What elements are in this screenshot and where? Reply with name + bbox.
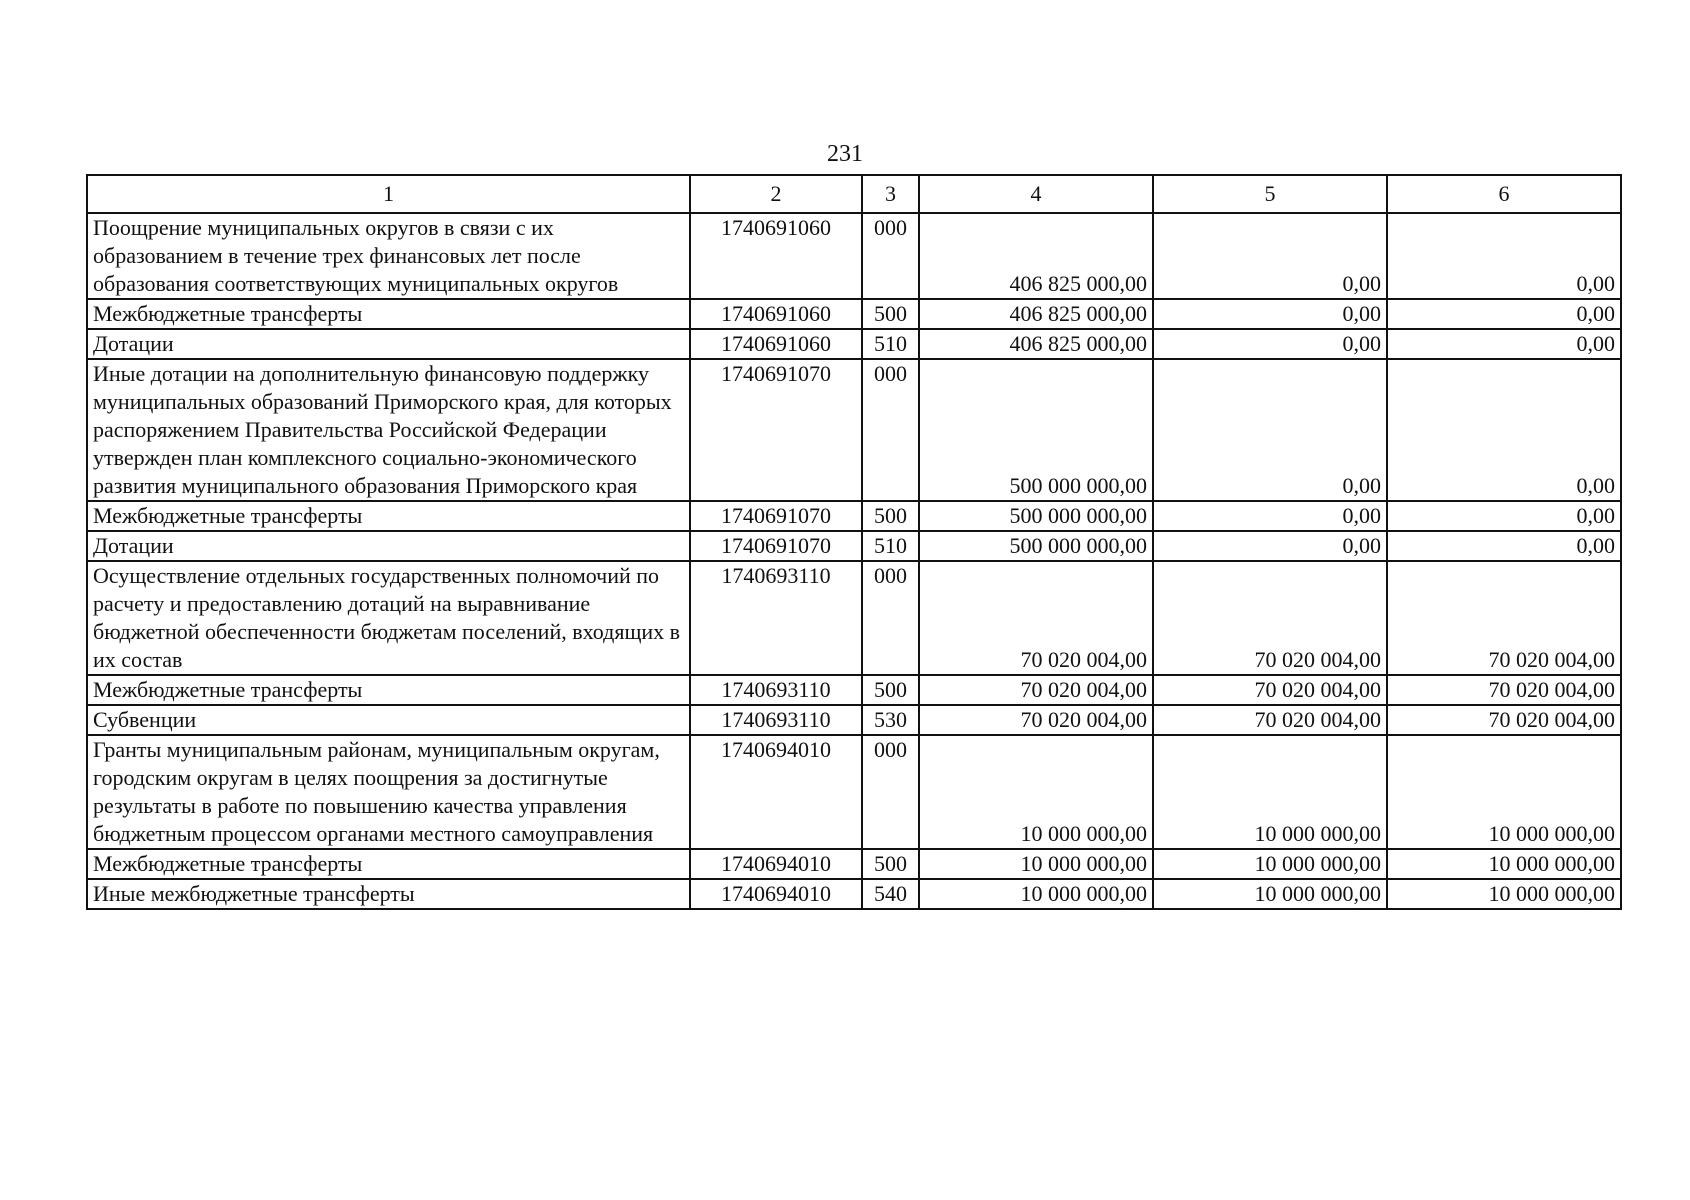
row-amount-4: 406 825 000,00 bbox=[919, 213, 1153, 299]
row-name: Дотации bbox=[87, 329, 690, 359]
row-amount-6: 0,00 bbox=[1387, 501, 1621, 531]
table-row bbox=[87, 299, 1621, 329]
table-row bbox=[87, 879, 1621, 909]
row-amount-4: 70 020 004,00 bbox=[919, 561, 1153, 675]
table-row bbox=[87, 359, 1621, 501]
row-amount-4: 500 000 000,00 bbox=[919, 359, 1153, 501]
row-amount-5: 70 020 004,00 bbox=[1153, 705, 1387, 735]
row-amount-6: 0,00 bbox=[1387, 329, 1621, 359]
row-target-code: 1740693110 bbox=[690, 561, 862, 675]
row-expense-type: 500 bbox=[862, 501, 919, 531]
row-amount-6: 10 000 000,00 bbox=[1387, 879, 1621, 909]
row-amount-4: 10 000 000,00 bbox=[919, 879, 1153, 909]
table-row bbox=[87, 501, 1621, 531]
row-target-code: 1740691060 bbox=[690, 329, 862, 359]
row-expense-type: 530 bbox=[862, 705, 919, 735]
table-row bbox=[87, 329, 1621, 359]
row-target-code: 1740691060 bbox=[690, 213, 862, 299]
table-row bbox=[87, 849, 1621, 879]
row-amount-4: 10 000 000,00 bbox=[919, 849, 1153, 879]
row-name: Осуществление отдельных государственных полномочий по расчету и предоставлению дотаций на выравнивание бюджетной обеспеченности бюджетам поселений, входящих в их состав bbox=[87, 561, 690, 675]
row-name: Поощрение муниципальных округов в связи с их образованием в течение трех финансовых лет после образования соответствующих муниципальных округов bbox=[87, 213, 690, 299]
table-row bbox=[87, 531, 1621, 561]
row-amount-5: 10 000 000,00 bbox=[1153, 735, 1387, 849]
row-amount-5: 0,00 bbox=[1153, 299, 1387, 329]
row-amount-6: 10 000 000,00 bbox=[1387, 735, 1621, 849]
row-name: Гранты муниципальным районам, муниципальным округам, городским округам в целях поощрения за достигнутые результаты в работе по повышению качества управления бюджетным процессом органами местного самоуправления bbox=[87, 735, 690, 849]
row-expense-type: 510 bbox=[862, 531, 919, 561]
column-header-2: 2 bbox=[690, 175, 862, 213]
row-amount-5: 0,00 bbox=[1153, 359, 1387, 501]
row-amount-4: 406 825 000,00 bbox=[919, 329, 1153, 359]
row-amount-5: 10 000 000,00 bbox=[1153, 849, 1387, 879]
row-expense-type: 000 bbox=[862, 213, 919, 299]
table-row bbox=[87, 735, 1621, 849]
table-header-row bbox=[87, 175, 1621, 213]
row-amount-4: 70 020 004,00 bbox=[919, 705, 1153, 735]
row-amount-5: 10 000 000,00 bbox=[1153, 879, 1387, 909]
row-expense-type: 500 bbox=[862, 299, 919, 329]
column-header-6: 6 bbox=[1387, 175, 1621, 213]
row-target-code: 1740691070 bbox=[690, 501, 862, 531]
budget-table bbox=[86, 174, 1622, 910]
row-name: Дотации bbox=[87, 531, 690, 561]
row-target-code: 1740694010 bbox=[690, 879, 862, 909]
table-row bbox=[87, 705, 1621, 735]
row-expense-type: 500 bbox=[862, 849, 919, 879]
row-amount-5: 0,00 bbox=[1153, 531, 1387, 561]
row-amount-4: 10 000 000,00 bbox=[919, 735, 1153, 849]
table-row bbox=[87, 561, 1621, 675]
row-name: Межбюджетные трансферты bbox=[87, 675, 690, 705]
row-target-code: 1740691070 bbox=[690, 359, 862, 501]
row-name: Межбюджетные трансферты bbox=[87, 299, 690, 329]
row-amount-5: 0,00 bbox=[1153, 329, 1387, 359]
row-amount-6: 10 000 000,00 bbox=[1387, 849, 1621, 879]
column-header-5: 5 bbox=[1153, 175, 1387, 213]
row-expense-type: 510 bbox=[862, 329, 919, 359]
row-amount-6: 0,00 bbox=[1387, 299, 1621, 329]
table-row bbox=[87, 675, 1621, 705]
row-target-code: 1740693110 bbox=[690, 675, 862, 705]
row-amount-6: 0,00 bbox=[1387, 359, 1621, 501]
row-name: Субвенции bbox=[87, 705, 690, 735]
table-row bbox=[87, 213, 1621, 299]
row-amount-5: 0,00 bbox=[1153, 501, 1387, 531]
row-target-code: 1740691060 bbox=[690, 299, 862, 329]
row-amount-6: 0,00 bbox=[1387, 531, 1621, 561]
row-amount-6: 0,00 bbox=[1387, 213, 1621, 299]
row-expense-type: 540 bbox=[862, 879, 919, 909]
row-amount-4: 70 020 004,00 bbox=[919, 675, 1153, 705]
row-target-code: 1740694010 bbox=[690, 849, 862, 879]
row-amount-6: 70 020 004,00 bbox=[1387, 561, 1621, 675]
row-name: Иные межбюджетные трансферты bbox=[87, 879, 690, 909]
row-target-code: 1740694010 bbox=[690, 735, 862, 849]
column-header-3: 3 bbox=[862, 175, 919, 213]
row-expense-type: 000 bbox=[862, 735, 919, 849]
row-amount-5: 0,00 bbox=[1153, 213, 1387, 299]
row-target-code: 1740693110 bbox=[690, 705, 862, 735]
row-expense-type: 500 bbox=[862, 675, 919, 705]
row-amount-6: 70 020 004,00 bbox=[1387, 675, 1621, 705]
row-amount-4: 406 825 000,00 bbox=[919, 299, 1153, 329]
row-amount-4: 500 000 000,00 bbox=[919, 501, 1153, 531]
row-expense-type: 000 bbox=[862, 359, 919, 501]
row-amount-5: 70 020 004,00 bbox=[1153, 561, 1387, 675]
row-amount-6: 70 020 004,00 bbox=[1387, 705, 1621, 735]
row-name: Иные дотации на дополнительную финансовую поддержку муниципальных образований Приморского края, для которых распоряжением Правительства Российской Федерации утвержден план комплексного социально-экономического развития муниципального образования Приморского края bbox=[87, 359, 690, 501]
column-header-4: 4 bbox=[919, 175, 1153, 213]
column-header-1: 1 bbox=[87, 175, 690, 213]
row-target-code: 1740691070 bbox=[690, 531, 862, 561]
row-amount-5: 70 020 004,00 bbox=[1153, 675, 1387, 705]
row-expense-type: 000 bbox=[862, 561, 919, 675]
page-number: 231 bbox=[827, 141, 863, 167]
row-name: Межбюджетные трансферты bbox=[87, 849, 690, 879]
row-name: Межбюджетные трансферты bbox=[87, 501, 690, 531]
row-amount-4: 500 000 000,00 bbox=[919, 531, 1153, 561]
